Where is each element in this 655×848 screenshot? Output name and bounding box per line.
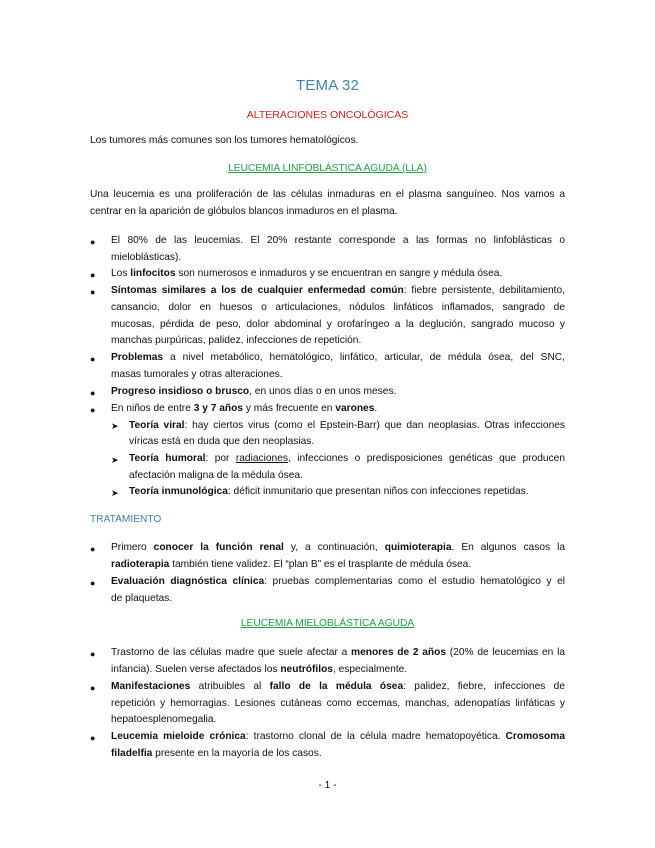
list-item-line: Leucemia mieloide crónica: trastorno clonal de la célula madre hematopoyética. Cromosoma bbox=[111, 731, 565, 742]
list-item-line: Problemas a nivel metabólico, hematológico, linfático, articular, de médula ósea, del SNC, bbox=[111, 352, 565, 363]
bullet-icon: ● bbox=[90, 405, 96, 415]
list-item-line: Trastorno de las células madre que suele afectar a menores de 2 años (20% de leucemias en la bbox=[111, 647, 566, 658]
lla-paragraph-line-1: Una leucemia es una proliferación de las células inmaduras en el plasma sanguíneo. Nos vamos a bbox=[90, 189, 565, 200]
page-number: - 1 - bbox=[318, 780, 337, 791]
arrow-bullet-icon: ➤ bbox=[111, 421, 119, 431]
sub-list-item-line: víricas está en duda que den neoplasias. bbox=[129, 436, 315, 447]
bullet-icon: ● bbox=[90, 237, 96, 247]
arrow-bullet-icon: ➤ bbox=[111, 455, 119, 465]
list-item-line: cansancio, dolor en huesos o articulaciones, nódulos linfáticos inflamados, sangrado de bbox=[111, 302, 565, 313]
list-item-line: masas tumorales y otras alteraciones. bbox=[111, 369, 283, 380]
section-heading-lla: LEUCEMIA LINFOBLÁSTICA AGUDA (LLA) bbox=[228, 163, 427, 174]
list-item-line: repetición y hemorragias. Lesiones cutáneas como eccemas, manchas, adenopatías linfáticas y bbox=[111, 698, 565, 709]
sub-list-item-line: afectación maligna de la médula ósea. bbox=[129, 470, 303, 481]
bullet-icon: ● bbox=[90, 733, 96, 743]
list-item: En niños de entre 3 y 7 años y más frecuente en varones. bbox=[111, 403, 378, 414]
page-title: TEMA 32 bbox=[295, 77, 360, 94]
sub-list-item-line: Teoría humoral: por radiaciones, infecciones o predisposiciones genéticas que producen bbox=[129, 453, 565, 464]
section-heading-lma: LEUCEMIA MIELOBLÁSTICA AGUDA bbox=[240, 618, 415, 629]
lla-paragraph-line-2: centrar en la aparición de glóbulos blancos inmaduros en el plasma. bbox=[90, 206, 398, 217]
list-item-line: infancia). Suelen verse afectados los neutrófilos, especialmente. bbox=[111, 664, 408, 675]
bullet-icon: ● bbox=[90, 578, 96, 588]
bullet-icon: ● bbox=[90, 649, 96, 659]
list-item-line: mucosas, pérdida de peso, dolor abdominal y orofaríngeo a la deglución, sangrado mucoso y bbox=[111, 319, 565, 330]
list-item-line: Síntomas similares a los de cualquier enfermedad común: fiebre persistente, debilitamiento, bbox=[111, 285, 565, 296]
bullet-icon: ● bbox=[90, 354, 96, 364]
list-item-line: mieloblásticas). bbox=[111, 252, 182, 263]
bullet-icon: ● bbox=[90, 388, 96, 398]
bullet-icon: ● bbox=[90, 544, 96, 554]
sub-list-item: Teoría inmunológica: déficit inmunitario que presentan niños con infecciones repetidas. bbox=[129, 486, 529, 497]
list-item-line: Primero conocer la función renal y, a continuación, quimioterapia. En algunos casos la bbox=[111, 542, 565, 553]
list-item-line: filadelfia presente en la mayoría de los casos. bbox=[111, 748, 322, 759]
bullet-icon: ● bbox=[90, 683, 96, 693]
page-subtitle: ALTERACIONES ONCOLÓGICAS bbox=[246, 109, 409, 121]
bullet-icon: ● bbox=[90, 287, 96, 297]
sub-list-item-line: Teoría viral: hay ciertos virus (como el Epstein-Barr) que dan neoplasias. Otras infecciones bbox=[129, 420, 565, 431]
list-item-line: de plaquetas. bbox=[111, 593, 173, 604]
list-item-line: Manifestaciones atribuibles al fallo de la médula ósea: palidez, fiebre, infecciones de bbox=[111, 681, 565, 692]
list-item-line: Evaluación diagnóstica clínica: pruebas complementarias como el estudio hematológico y el bbox=[111, 576, 565, 587]
arrow-bullet-icon: ➤ bbox=[111, 488, 119, 498]
list-item-line: El 80% de las leucemias. El 20% restante corresponde a las formas no linfoblásticas o bbox=[111, 235, 565, 246]
list-item-line: hepatoesplenomegalia. bbox=[111, 714, 217, 725]
intro-text: Los tumores más comunes son los tumores hematológicos. bbox=[90, 135, 359, 146]
bullet-icon: ● bbox=[90, 270, 96, 280]
list-item-line: radioterapia también tiene validez. El “plan B” es el trasplante de médula ósea. bbox=[111, 559, 472, 570]
list-item: Los linfocitos son numerosos e inmaduros y se encuentran en sangre y médula ósea. bbox=[111, 268, 503, 279]
list-item: Progreso insidioso o brusco, en unos días o en unos meses. bbox=[111, 386, 397, 397]
list-item-line: manchas purpúricas, palidez, infecciones de repetición. bbox=[111, 335, 362, 346]
section-heading-tratamiento: TRATAMIENTO bbox=[90, 514, 162, 525]
